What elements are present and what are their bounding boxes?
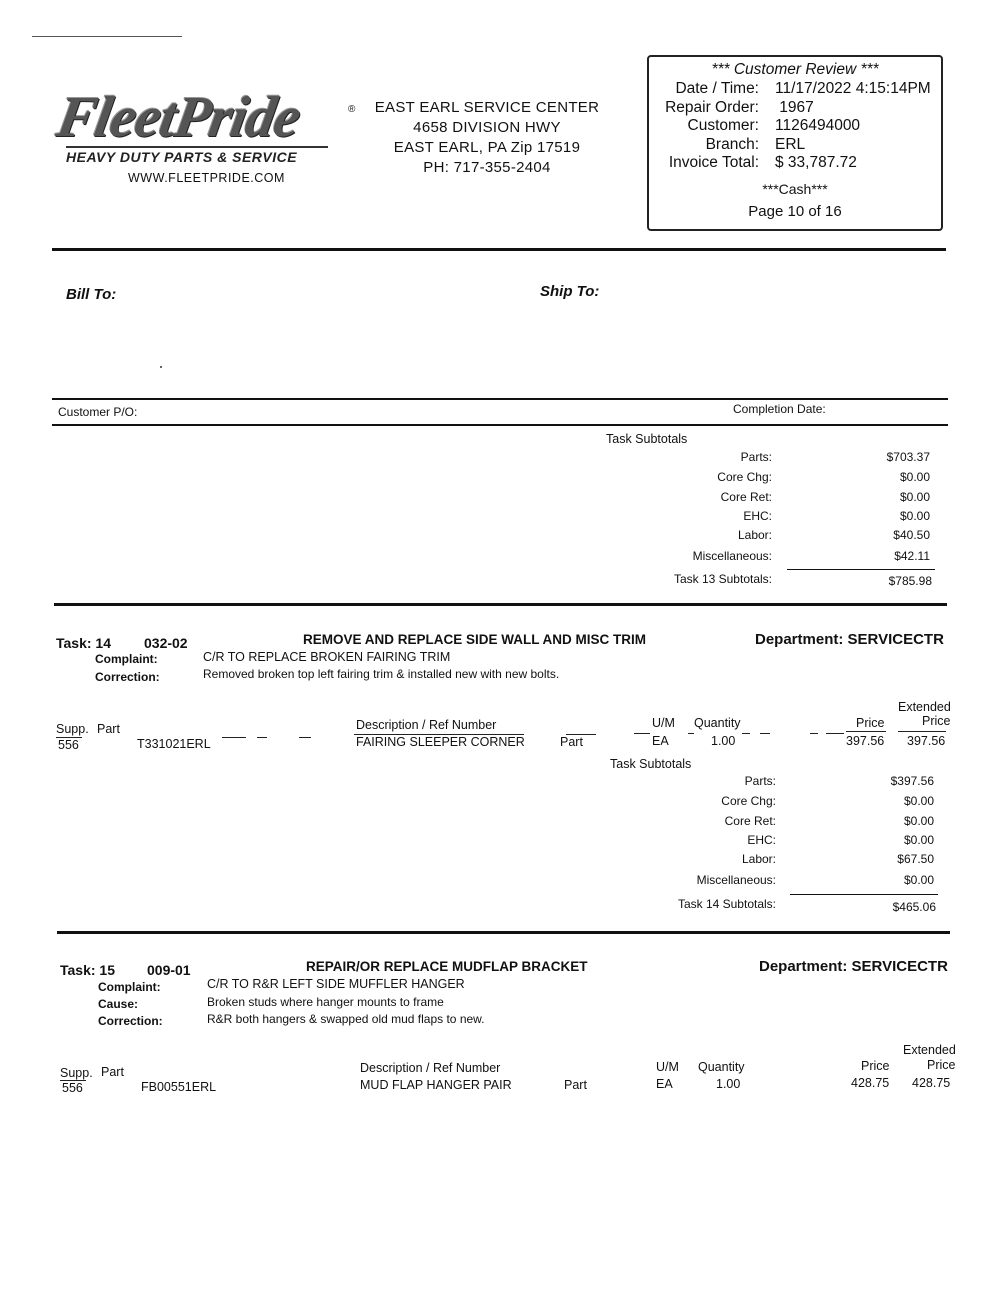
subtotal-value: $67.50 [897, 852, 934, 866]
subtotal-value: $40.50 [893, 528, 930, 542]
col-price: Price [856, 716, 885, 730]
subtotal-value: $0.00 [899, 470, 930, 484]
col-description: Description / Ref Number [356, 718, 497, 732]
task13-subtotals-heading: Task Subtotals [606, 432, 688, 446]
subtotal-label: Core Chg: [717, 470, 772, 484]
subtotal-label: Labor: [737, 528, 772, 542]
review-value: 1126494000 [775, 117, 861, 134]
header-divider [52, 248, 946, 251]
col-part: Part [97, 722, 120, 736]
ship-to-label: Ship To: [540, 283, 600, 300]
review-row [663, 136, 931, 155]
task14-divider [57, 931, 950, 934]
review-label: Customer: [687, 117, 759, 134]
review-value: 1967 [775, 98, 814, 116]
fleetpride-logo [52, 84, 358, 185]
review-row [663, 99, 931, 118]
col-underline [222, 737, 246, 738]
line-qty: 1.00 [716, 1077, 741, 1091]
task14-complaint-label: Complaint: [95, 652, 158, 666]
website: WWW.FLEETPRIDE.COM [128, 171, 285, 185]
subtotal-value: $0.00 [903, 833, 934, 847]
line-part: FB00551ERL [141, 1080, 217, 1094]
task14-total-label: Task 14 Subtotals: [677, 897, 776, 911]
line-type: Part [564, 1078, 587, 1092]
col-description: Description / Ref Number [360, 1061, 501, 1075]
task15-complaint: C/R TO R&R LEFT SIDE MUFFLER HANGER [207, 977, 465, 991]
subtotal-label: Core Ret: [724, 814, 776, 828]
col-price: Price [861, 1059, 890, 1073]
task14-label: Task: 14 [56, 635, 111, 651]
payment-type: ***Cash*** [762, 180, 828, 197]
subtotal-value: $703.37 [886, 450, 930, 464]
col-underline [634, 733, 650, 734]
col-underline [742, 733, 750, 734]
line-qty: 1.00 [711, 734, 736, 748]
subtotal-label: Miscellaneous: [696, 873, 776, 887]
line-part: T331021ERL [137, 737, 211, 751]
task14-complaint: C/R TO REPLACE BROKEN FAIRING TRIM [203, 650, 451, 664]
review-value: ERL [775, 135, 806, 153]
task15-cause-label: Cause: [98, 997, 139, 1011]
col-underline [826, 733, 844, 734]
scan-speck [160, 366, 162, 368]
task14-subtotals-heading: Task Subtotals [610, 757, 692, 771]
line-um: EA [652, 734, 669, 748]
task15-correction-label: Correction: [98, 1014, 163, 1028]
col-part: Part [101, 1065, 124, 1079]
task15-department: Department: SERVICECTR [759, 958, 948, 975]
review-label: Invoice Total: [668, 154, 759, 171]
subtotal-label: Core Ret: [720, 490, 772, 504]
task13-total-label: Task 13 Subtotals: [673, 572, 772, 586]
service-center-address [372, 98, 602, 178]
line-extended: 397.56 [907, 734, 946, 748]
subtotal-value: $0.00 [903, 794, 934, 808]
col-supp: Supp. [60, 1066, 93, 1080]
subtotal-label: Miscellaneous: [692, 549, 772, 563]
col-underline [846, 731, 886, 732]
customer-review-box [647, 55, 943, 231]
task15-complaint-label: Complaint: [98, 980, 161, 994]
col-extended: Extended [903, 1043, 956, 1057]
subtotal-value: $0.00 [899, 509, 930, 523]
task15-label: Task: 15 [60, 962, 115, 978]
col-extended-price: Price [922, 714, 951, 728]
review-row [663, 80, 931, 99]
col-underline [760, 733, 770, 734]
review-value: $ 33,787.72 [775, 154, 857, 171]
subtotal-value: $42.11 [894, 549, 930, 563]
address-line-4: PH: 717-355-2404 [423, 159, 551, 176]
review-row [663, 154, 931, 173]
subtotal-label: Parts: [740, 450, 772, 464]
subtotal-value: $0.00 [903, 873, 934, 887]
registered-icon: ® [348, 104, 356, 115]
line-description: MUD FLAP HANGER PAIR [360, 1078, 512, 1092]
task15-title: REPAIR/OR REPLACE MUDFLAP BRACKET [306, 959, 588, 974]
line-price: 428.75 [851, 1076, 890, 1090]
subtotal-value: $397.56 [890, 774, 934, 788]
subtotal-label: Labor: [741, 852, 776, 866]
subtotal-label: EHC: [743, 509, 772, 523]
col-quantity: Quantity [698, 1060, 745, 1074]
col-um: U/M [656, 1060, 679, 1074]
completion-date-label: Completion Date: [733, 402, 826, 416]
task13-total-value: $785.98 [888, 574, 932, 588]
top-scan-line [32, 36, 182, 37]
customer-po-label: Customer P/O: [58, 405, 138, 419]
review-label: Date / Time: [675, 80, 759, 97]
col-underline [257, 737, 267, 738]
line-extended: 428.75 [912, 1076, 951, 1090]
line-description: FAIRING SLEEPER CORNER [356, 735, 525, 749]
task14-department: Department: SERVICECTR [755, 631, 944, 648]
task14-code: 032-02 [144, 635, 188, 651]
line-price: 397.56 [846, 734, 885, 748]
line-supp: 556 [58, 738, 79, 752]
address-line-1: EAST EARL SERVICE CENTER [374, 99, 600, 116]
review-label: Branch: [705, 135, 759, 153]
po-top-divider [52, 398, 948, 400]
po-bottom-divider [52, 424, 948, 426]
line-supp: 556 [62, 1081, 83, 1095]
subtotal-value: $0.00 [899, 490, 930, 504]
task15-correction: R&R both hangers & swapped old mud flaps to new. [207, 1012, 485, 1026]
col-underline [898, 731, 946, 732]
task14-correction: Removed broken top left fairing trim & installed new with new bolts. [203, 667, 560, 681]
address-line-3: EAST EARL, PA Zip 17519 [393, 139, 581, 156]
col-underline [810, 733, 818, 734]
line-type: Part [560, 735, 583, 749]
subtotal-sum-line [787, 569, 935, 570]
task15-cause: Broken studs where hanger mounts to frame [207, 995, 444, 1009]
col-quantity: Quantity [694, 716, 741, 730]
col-extended: Extended [898, 700, 951, 714]
task14-correction-label: Correction: [95, 670, 160, 684]
review-value: 11/17/2022 4:15:14PM [775, 80, 931, 97]
review-title: *** Customer Review *** [711, 61, 879, 78]
review-row [663, 117, 931, 136]
col-extended-price: Price [927, 1058, 956, 1072]
task14-title: REMOVE AND REPLACE SIDE WALL AND MISC TRIM [303, 632, 647, 647]
line-um: EA [656, 1077, 673, 1091]
col-underline [688, 733, 694, 734]
task14-total-value: $465.06 [892, 900, 936, 914]
logo-tagline: HEAVY DUTY PARTS & SERVICE [66, 146, 328, 165]
subtotal-label: EHC: [747, 833, 776, 847]
col-um: U/M [652, 716, 675, 730]
col-supp: Supp. [56, 722, 89, 736]
bill-to-label: Bill To: [66, 286, 117, 303]
subtotal-label: Parts: [744, 774, 776, 788]
review-label: Repair Order: [665, 98, 759, 116]
task13-divider [54, 603, 947, 606]
logo-wordmark: FleetPride [52, 84, 306, 149]
task15-code: 009-01 [147, 962, 191, 978]
subtotal-label: Core Chg: [721, 794, 776, 808]
subtotal-value: $0.00 [903, 814, 934, 828]
review-table [663, 80, 931, 173]
col-underline [299, 737, 311, 738]
page-number: Page 10 of 16 [748, 202, 842, 220]
subtotal-sum-line [790, 894, 938, 895]
address-line-2: 4658 DIVISION HWY [413, 119, 561, 136]
